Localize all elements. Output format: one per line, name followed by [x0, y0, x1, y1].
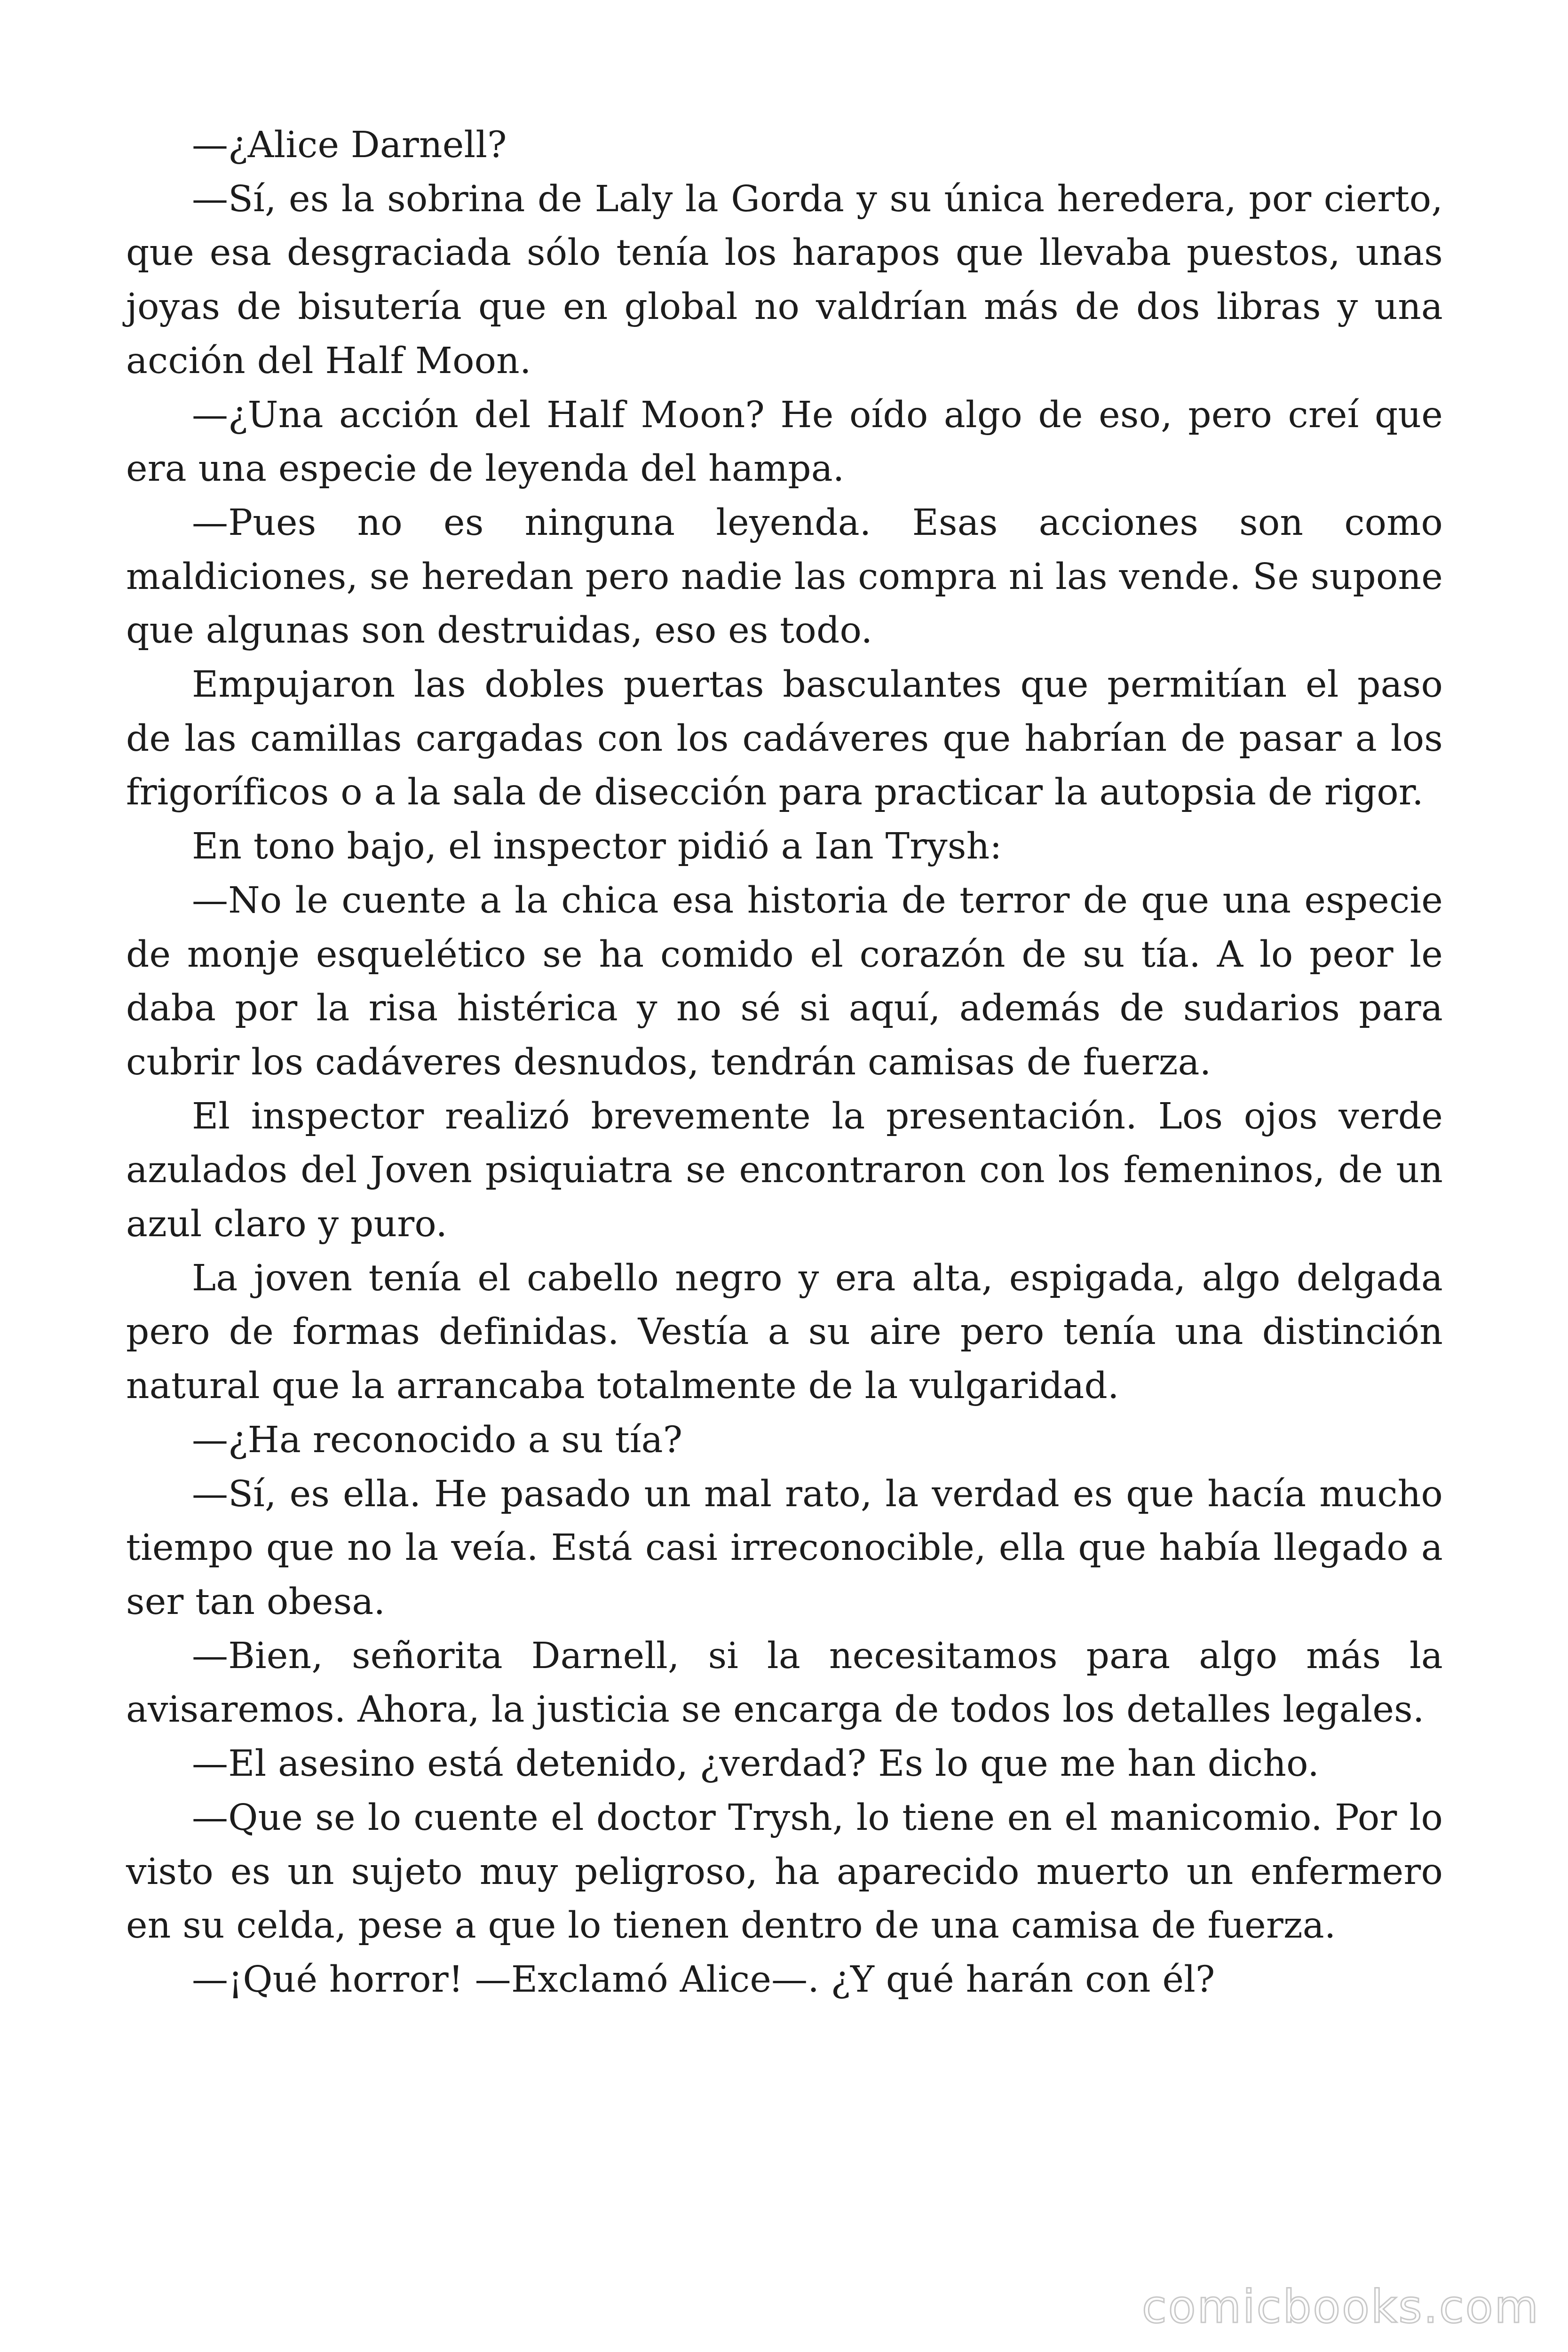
paragraph: —Sí, es ella. He pasado un mal rato, la verdad es que hacía mucho tiempo que no la veía. Está casi irreconocible, ella que había llegado a ser tan obesa. — [126, 1473, 1443, 1623]
paragraph: —Pues no es ninguna leyenda. Esas acciones son como maldiciones, se heredan pero nadie las compra ni las vende. Se supone que algunas son destruidas, eso es todo. — [126, 501, 1443, 652]
paragraph: —Sí, es la sobrina de Laly la Gorda y su única heredera, por cierto, que esa desgraciada sólo tenía los harapos que llevaba puestos, unas joyas de bisutería que en global no valdrían más de dos libras y una acción del Half Moon. — [126, 178, 1443, 382]
paragraph: —¿Alice Darnell? — [192, 124, 507, 166]
paragraph: —¡Qué horror! —Exclamó Alice—. ¿Y qué harán con él? — [192, 1958, 1215, 2001]
paragraph: La joven tenía el cabello negro y era alta, espigada, algo delgada pero de formas definidas. Vestía a su aire pero tenía una distinción natural que la arrancaba totalmente de la vulgaridad. — [126, 1257, 1443, 1407]
paragraph: —¿Ha reconocido a su tía? — [192, 1419, 683, 1461]
paragraph: —El asesino está detenido, ¿verdad? Es lo que me han dicho. — [192, 1743, 1319, 1785]
page-body-text — [126, 119, 1443, 2007]
paragraph: Empujaron las dobles puertas basculantes que permitían el paso de las camillas cargadas con los cadáveres que habrían de pasar a los frigoríficos o a la sala de disección para practicar la autopsia de rigor. — [126, 664, 1443, 814]
paragraph: En tono bajo, el inspector pidió a Ian Trysh: — [192, 826, 1002, 868]
paragraph: —No le cuente a la chica esa historia de terror de que una especie de monje esquelético se ha comido el corazón de su tía. A lo peor le daba por la risa histérica y no sé si aquí, además de sudarios para cubrir los cadáveres desnudos, tendrán camisas de fuerza. — [126, 879, 1443, 1083]
watermark: comicbooks.com — [1141, 2280, 1540, 2333]
paragraph: El inspector realizó brevemente la presentación. Los ojos verde azulados del Joven psiquiatra se encontraron con los femeninos, de un azul claro y puro. — [126, 1095, 1443, 1246]
paragraph: —¿Una acción del Half Moon? He oído algo de eso, pero creí que era una especie de leyenda del hampa. — [126, 394, 1443, 490]
paragraph: —Bien, señorita Darnell, si la necesitamos para algo más la avisaremos. Ahora, la justicia se encarga de todos los detalles legales. — [126, 1635, 1443, 1731]
paragraph: —Que se lo cuente el doctor Trysh, lo tiene en el manicomio. Por lo visto es un sujeto muy peligroso, ha aparecido muerto un enfermero en su celda, pese a que lo tienen dentro de una camisa de fuerza. — [126, 1796, 1443, 1947]
